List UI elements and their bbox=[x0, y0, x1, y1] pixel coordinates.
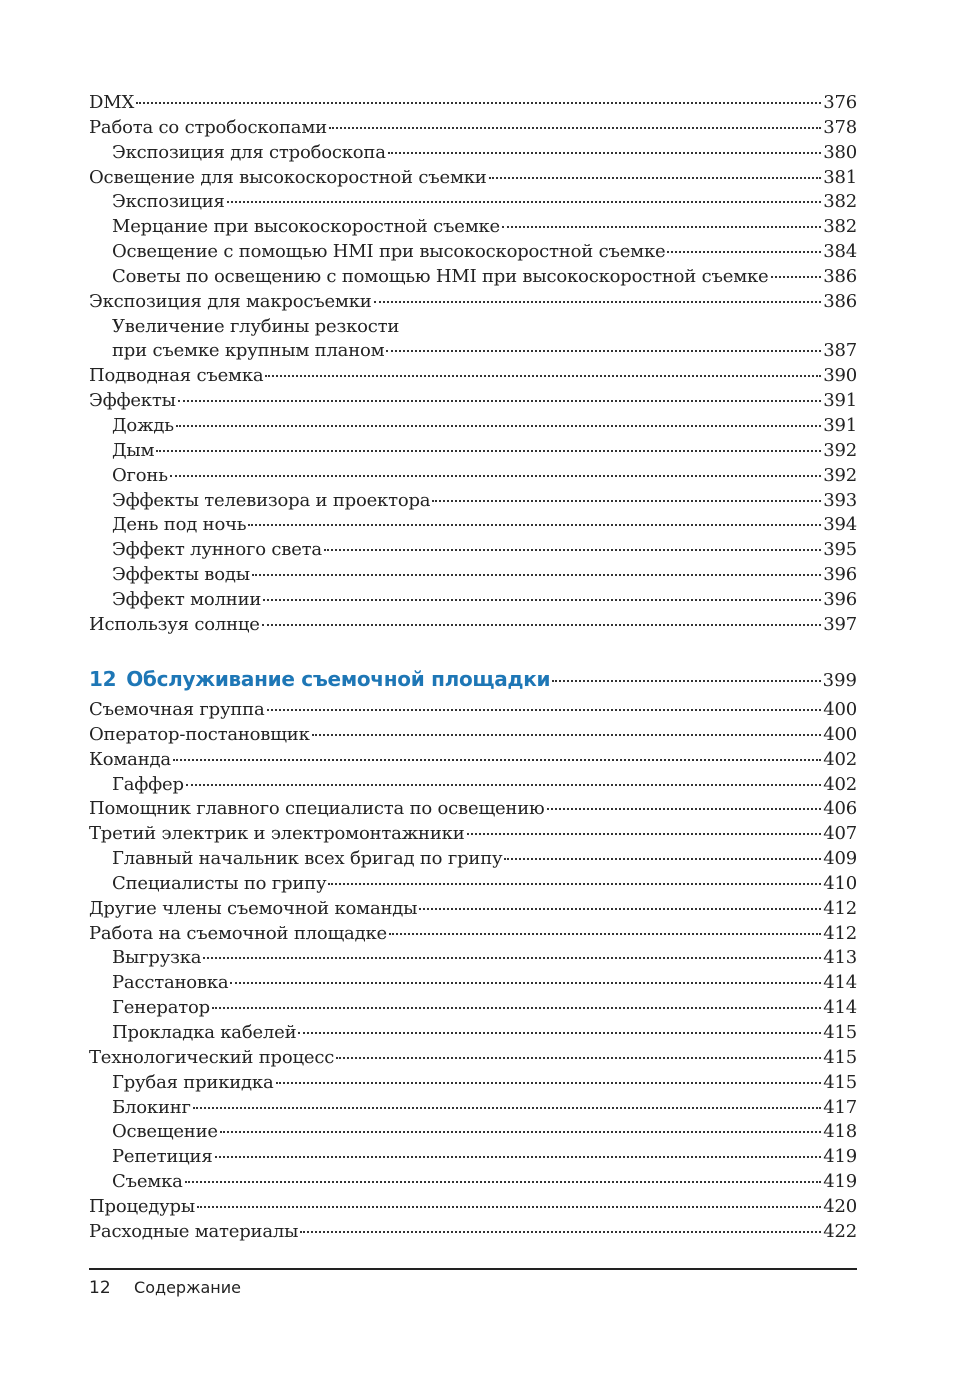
toc-entry-title: Экспозиция для макросъемки bbox=[89, 290, 372, 312]
leader-dots bbox=[197, 1206, 821, 1208]
toc-entry-page: 397 bbox=[823, 613, 857, 635]
leader-dots bbox=[467, 833, 822, 835]
toc-entry-page: 414 bbox=[823, 972, 857, 994]
leader-dots bbox=[298, 1032, 821, 1034]
leader-dots bbox=[552, 680, 820, 682]
leader-dots bbox=[432, 500, 821, 502]
chapter-heading[interactable] bbox=[89, 664, 857, 694]
toc-entry-page: 390 bbox=[823, 365, 857, 387]
toc-entry[interactable] bbox=[89, 797, 857, 822]
leader-dots bbox=[324, 549, 821, 551]
toc-entry[interactable] bbox=[89, 1220, 857, 1245]
leader-dots bbox=[170, 475, 821, 477]
toc-entry-title: Эффекты воды bbox=[112, 564, 250, 586]
toc-entry-page: 415 bbox=[823, 1046, 857, 1068]
leader-dots bbox=[336, 1057, 821, 1059]
toc-entry[interactable] bbox=[89, 698, 857, 723]
toc-entry[interactable] bbox=[89, 439, 857, 464]
toc-entry-title: Команда bbox=[89, 748, 171, 770]
toc-entry-page: 381 bbox=[823, 166, 857, 188]
toc-entry-title: Работа на съемочной площадке bbox=[89, 922, 387, 944]
toc-entry[interactable] bbox=[89, 996, 857, 1021]
toc-section-1 bbox=[89, 91, 857, 638]
toc-entry-page: 394 bbox=[823, 514, 857, 536]
toc-entry[interactable] bbox=[89, 116, 857, 141]
toc-entry[interactable] bbox=[89, 1120, 857, 1145]
toc-entry[interactable] bbox=[89, 290, 857, 315]
toc-entry[interactable] bbox=[89, 265, 857, 290]
toc-entry-page: 412 bbox=[823, 897, 857, 919]
chapter-page-number: 399 bbox=[822, 670, 857, 691]
footer-divider bbox=[89, 1268, 857, 1270]
toc-entry[interactable] bbox=[89, 513, 857, 538]
toc-entry-title: Дождь bbox=[112, 414, 174, 436]
toc-entry-page: 415 bbox=[823, 1071, 857, 1093]
leader-dots bbox=[203, 957, 821, 959]
leader-dots bbox=[176, 425, 821, 427]
toc-entry[interactable] bbox=[89, 240, 857, 265]
toc-entry-page: 376 bbox=[823, 92, 857, 113]
toc-entry[interactable] bbox=[89, 897, 857, 922]
toc-entry-title: Расстановка bbox=[112, 972, 229, 994]
toc-entry-title: Репетиция bbox=[112, 1146, 213, 1168]
chapter-title: Обслуживание съемочной площадки bbox=[126, 667, 551, 691]
leader-dots bbox=[193, 1107, 821, 1109]
toc-entry-page: 417 bbox=[823, 1096, 857, 1118]
toc-entry-title: Третий электрик и электромонтажники bbox=[89, 823, 465, 845]
toc-entry-page: 400 bbox=[823, 723, 857, 745]
toc-entry[interactable] bbox=[89, 464, 857, 489]
toc-entry-title: Работа со стробоскопами bbox=[89, 116, 327, 138]
toc-entry-page: 413 bbox=[823, 947, 857, 969]
leader-dots bbox=[502, 226, 821, 228]
leader-dots bbox=[252, 574, 821, 576]
toc-entry-title: DMX bbox=[89, 92, 135, 113]
toc-entry-page: 384 bbox=[823, 241, 857, 263]
toc-entry[interactable] bbox=[89, 1170, 857, 1195]
toc-entry-title: Расходные материалы bbox=[89, 1220, 299, 1242]
toc-entry-title: Экспозиция для стробоскопа bbox=[112, 141, 386, 163]
toc-entry-title: Прокладка кабелей bbox=[112, 1021, 297, 1043]
toc-entry-title: Грубая прикидка bbox=[112, 1071, 274, 1093]
toc-entry[interactable] bbox=[89, 613, 857, 638]
leader-dots bbox=[419, 908, 821, 910]
leader-dots bbox=[329, 127, 821, 129]
toc-entry[interactable] bbox=[89, 190, 857, 215]
leader-dots bbox=[267, 709, 822, 711]
toc-entry[interactable] bbox=[89, 822, 857, 847]
toc-entry[interactable] bbox=[89, 414, 857, 439]
toc-entry-page: 400 bbox=[823, 699, 857, 720]
leader-dots bbox=[547, 808, 822, 810]
toc-entry-page: 393 bbox=[823, 489, 857, 511]
leader-dots bbox=[374, 301, 822, 303]
toc-entry-title: Советы по освещению с помощью HMI при высокоскоростной съемке bbox=[112, 265, 769, 287]
toc-entry-page: 386 bbox=[823, 265, 857, 287]
leader-dots bbox=[227, 201, 822, 203]
leader-dots bbox=[771, 276, 822, 278]
leader-dots bbox=[215, 1156, 822, 1158]
toc-entry[interactable] bbox=[89, 773, 857, 798]
toc-entry-title: Эффекты bbox=[89, 390, 176, 412]
toc-entry[interactable] bbox=[89, 1046, 857, 1071]
toc-entry[interactable] bbox=[89, 872, 857, 897]
toc-entry[interactable] bbox=[89, 723, 857, 748]
toc-entry-page: 378 bbox=[823, 116, 857, 138]
footer-section-title: Содержание bbox=[134, 1278, 241, 1297]
toc-entry-title: Освещение для высокоскоростной съемки bbox=[89, 166, 487, 188]
leader-dots bbox=[156, 450, 821, 452]
toc-entry-title: Освещение с помощью HMI при высокоскоростной съемке bbox=[112, 241, 666, 263]
leader-dots bbox=[186, 784, 821, 786]
footer-page-number: 12 bbox=[89, 1278, 111, 1298]
toc-entry-page: 422 bbox=[823, 1220, 857, 1242]
toc-entry-title: Освещение bbox=[112, 1121, 218, 1143]
toc-entry-title: Огонь bbox=[112, 464, 168, 486]
leader-dots bbox=[248, 524, 821, 526]
toc-entry-page: 392 bbox=[823, 439, 857, 461]
toc-entry[interactable] bbox=[89, 588, 857, 613]
leader-dots bbox=[263, 599, 821, 601]
toc-entry-page: 391 bbox=[823, 414, 857, 436]
toc-entry[interactable] bbox=[89, 563, 857, 588]
toc-entry-title: Съемочная группа bbox=[89, 699, 265, 720]
toc-entry-title: Технологический процесс bbox=[89, 1046, 335, 1068]
toc-entry[interactable] bbox=[89, 389, 857, 414]
toc-entry-page: 396 bbox=[823, 588, 857, 610]
toc-entry-title: Процедуры bbox=[89, 1195, 196, 1217]
toc-entry-page: 414 bbox=[823, 997, 857, 1019]
toc-entry-title: Эффект молнии bbox=[112, 588, 262, 610]
leader-dots bbox=[265, 375, 821, 377]
toc-entry[interactable] bbox=[89, 748, 857, 773]
leader-dots bbox=[212, 1007, 821, 1009]
toc-entry-page: 419 bbox=[823, 1171, 857, 1193]
toc-entry-page: 382 bbox=[823, 191, 857, 213]
toc-entry-page: 407 bbox=[823, 823, 857, 845]
toc-entry[interactable] bbox=[89, 1021, 857, 1046]
toc-entry-page: 419 bbox=[823, 1146, 857, 1168]
toc-entry[interactable] bbox=[89, 215, 857, 240]
leader-dots bbox=[276, 1082, 822, 1084]
leader-dots bbox=[328, 883, 821, 885]
toc-entry-title: Экспозиция bbox=[112, 191, 225, 213]
toc-entry-page: 420 bbox=[823, 1195, 857, 1217]
toc-entry[interactable] bbox=[89, 1195, 857, 1220]
toc-entry-title: Главный начальник всех бригад по грипу bbox=[112, 848, 503, 870]
toc-entry[interactable] bbox=[89, 364, 857, 389]
toc-entry-title: День под ночь bbox=[112, 514, 247, 536]
toc-entry[interactable] bbox=[89, 489, 857, 514]
toc-entry-title: Используя солнце bbox=[89, 613, 260, 635]
toc-entry-title: Специалисты по грипу bbox=[112, 872, 327, 894]
toc-entry-title: Другие члены съемочной команды bbox=[89, 897, 418, 919]
leader-dots bbox=[136, 102, 821, 104]
toc-entry-title: при съемке крупным планом bbox=[112, 340, 385, 362]
leader-dots bbox=[389, 933, 821, 935]
toc-entry-title: Мерцание при высокоскоростной съемке bbox=[112, 216, 500, 238]
toc-entry-title: Эффекты телевизора и проектора bbox=[112, 489, 431, 511]
toc-entry[interactable] bbox=[89, 1145, 857, 1170]
toc-entry-title: Блокинг bbox=[112, 1096, 191, 1118]
toc-entry-title: Генератор bbox=[112, 997, 210, 1019]
toc-entry-page: 382 bbox=[823, 216, 857, 238]
toc-entry-title: Гаффер bbox=[112, 773, 184, 795]
toc-entry-page: 396 bbox=[823, 564, 857, 586]
toc-entry[interactable] bbox=[89, 847, 857, 872]
toc-entry-page: 415 bbox=[823, 1021, 857, 1043]
leader-dots bbox=[489, 177, 822, 179]
toc-entry-title: Помощник главного специалиста по освещению bbox=[89, 798, 545, 820]
leader-dots bbox=[300, 1231, 821, 1233]
toc-entry-page: 402 bbox=[823, 773, 857, 795]
toc-entry-title: Увеличение глубины резкости bbox=[112, 315, 400, 337]
leader-dots bbox=[230, 982, 821, 984]
chapter-number: 12 bbox=[89, 667, 117, 691]
leader-dots bbox=[262, 624, 822, 626]
toc-entry-page: 402 bbox=[823, 748, 857, 770]
toc-entry-page: 418 bbox=[823, 1121, 857, 1143]
toc-entry-title: Съемка bbox=[112, 1171, 183, 1193]
toc-entry[interactable] bbox=[89, 971, 857, 996]
toc-entry-page: 387 bbox=[823, 340, 857, 362]
toc-entry[interactable] bbox=[89, 339, 857, 364]
toc-entry-page: 409 bbox=[823, 848, 857, 870]
toc-entry-page: 386 bbox=[823, 290, 857, 312]
toc-entry-page: 410 bbox=[823, 872, 857, 894]
leader-dots bbox=[173, 759, 821, 761]
toc-entry-page: 392 bbox=[823, 464, 857, 486]
leader-dots bbox=[504, 858, 821, 860]
toc-entry[interactable] bbox=[89, 922, 857, 947]
leader-dots bbox=[220, 1131, 821, 1133]
toc-entry[interactable] bbox=[89, 538, 857, 563]
leader-dots bbox=[312, 734, 822, 736]
toc-entry-page: 395 bbox=[823, 539, 857, 561]
toc-entry[interactable] bbox=[89, 946, 857, 971]
toc-entry-page: 380 bbox=[823, 141, 857, 163]
toc-entry-page: 391 bbox=[823, 390, 857, 412]
toc-entry[interactable] bbox=[89, 166, 857, 191]
toc-entry-title: Подводная съемка bbox=[89, 365, 264, 387]
toc-entry[interactable] bbox=[89, 91, 857, 116]
toc-entry-title: Дым bbox=[112, 439, 155, 461]
toc-entry[interactable] bbox=[89, 1071, 857, 1096]
toc-entry[interactable] bbox=[89, 1096, 857, 1121]
leader-dots bbox=[185, 1181, 822, 1183]
toc-entry-page: 412 bbox=[823, 922, 857, 944]
leader-dots bbox=[386, 350, 821, 352]
toc-entry-title: Эффект лунного света bbox=[112, 539, 322, 561]
leader-dots bbox=[178, 400, 821, 402]
leader-dots bbox=[388, 152, 821, 154]
toc-entry-title: Выгрузка bbox=[112, 947, 202, 969]
toc-section-2 bbox=[89, 698, 857, 1245]
toc-entry-title: Оператор-постановщик bbox=[89, 723, 310, 745]
page-footer bbox=[89, 1278, 241, 1298]
toc-entry[interactable] bbox=[89, 315, 857, 340]
toc-entry-page: 406 bbox=[823, 798, 857, 820]
leader-dots bbox=[667, 251, 821, 253]
toc-entry[interactable] bbox=[89, 141, 857, 166]
